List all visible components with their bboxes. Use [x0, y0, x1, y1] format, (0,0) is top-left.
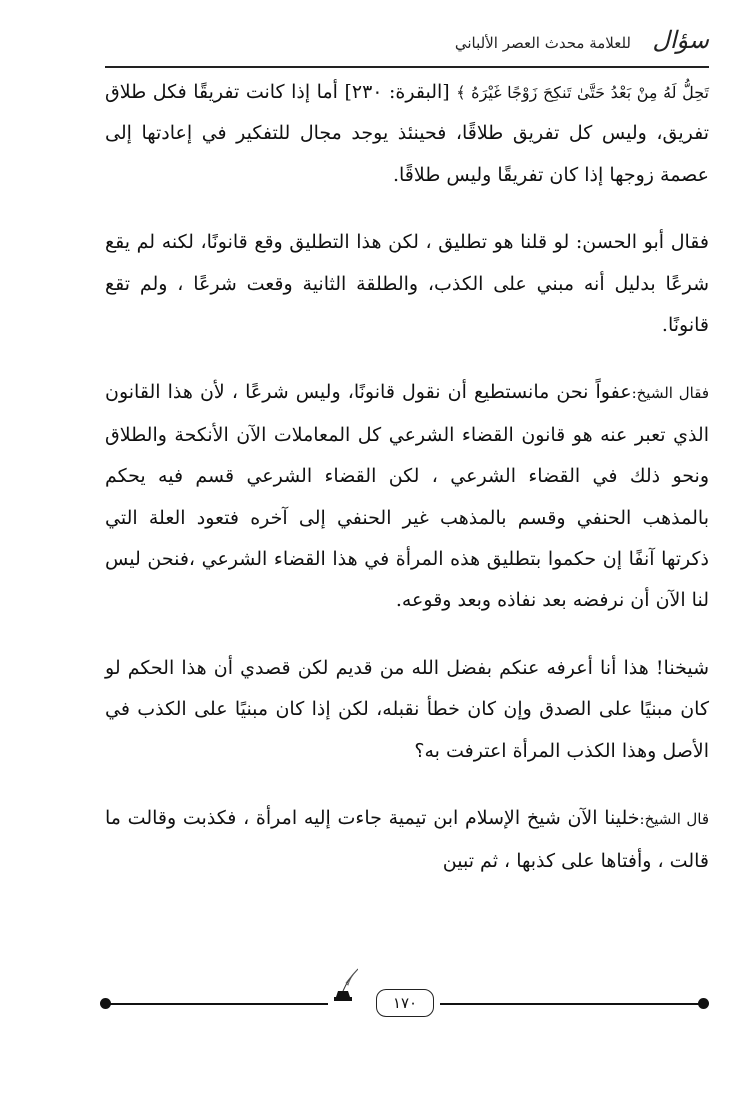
inkwell-quill-icon — [328, 967, 358, 1007]
page-header — [105, 22, 709, 68]
ornament-dot-right — [698, 998, 709, 1009]
header-divider — [105, 66, 709, 68]
paragraph-4 — [105, 648, 709, 772]
book-title-logo: سؤال — [652, 26, 709, 54]
paragraph-5 — [105, 798, 709, 882]
speaker-label: قال الشيخ: — [639, 810, 709, 829]
book-subtitle: للعلامة محدث العصر الألباني — [454, 34, 631, 52]
paragraph-text: عفواً نحن مانستطيع أن نقول قانونًا، وليس شرعًا ، لأن هذا القانون الذي تعبر عنه هو قانون القضاء الشرعي كل المعاملات الآن الأنكحة والطلاق ونحو ذلك في القضاء الشرعي ، لكن القضاء الشرعي قسم فيه يحكم بالمذهب الحنفي وقسم بالمذهب غير الحنفي إلى آخره فتعود العلة التي ذكرتها آنفًا إن حكموا بتطليق هذه المرأة في هذا القضاء الشرعي ،فنحن ليس لنا الآن أن نرفضه بعد نفاذه وبعد وقوعه. — [105, 381, 709, 612]
paragraph-text: فقال أبو الحسن: لو قلنا هو تطليق ، لكن هذا التطليق وقع قانونًا، لكنه لم يقع شرعًا بدليل أنه مبني على الكذب، والطلقة الثانية وقعت شرعًا ، ولم تقع قانونًا. — [105, 231, 709, 337]
paragraph-3 — [105, 372, 709, 621]
paragraph-2 — [105, 222, 709, 346]
paragraph-1 — [105, 72, 709, 196]
speaker-label: فقال الشيخ: — [631, 384, 709, 403]
page-footer — [100, 985, 709, 1025]
paragraph-text: شيخنا! هذا أنا أعرفه عنكم بفضل الله من قديم لكن قصدي أن هذا الحكم لو كان مبنيًا على الصدق وإن كان خطأ نقبله، لكن إذا كان مبنيًا على الكذب في الأصل وهذا الكذب المرأة اعترفت به؟ — [105, 656, 709, 762]
paragraph-text: خلينا الآن شيخ الإسلام ابن تيمية جاءت إليه امرأة ، فكذبت وقالت ما قالت ، وأفتاها على كذبها ، ثم تبين — [105, 807, 709, 872]
page-body — [105, 72, 709, 908]
footer-rule-right — [440, 1003, 703, 1005]
quran-quote: تَحِلُّ لَهُ مِنْ بَعْدُ حَتَّىٰ تَنكِحَ زَوْجًا غَيْرَهُ ﴾ — [456, 83, 710, 102]
paragraph-text: [البقرة: ٢٣٠] أما إذا كانت تفريقًا فكل طلاق تفريق، وليس كل تفريق طلاقًا، فحينئذ يوجد مجال للتفكير في إعادتها إلى عصمة زوجها إذا كان تفريقًا وليس طلاقًا. — [105, 81, 709, 186]
page-number: ١٧٠ — [376, 989, 434, 1017]
footer-rule-left — [106, 1003, 328, 1005]
